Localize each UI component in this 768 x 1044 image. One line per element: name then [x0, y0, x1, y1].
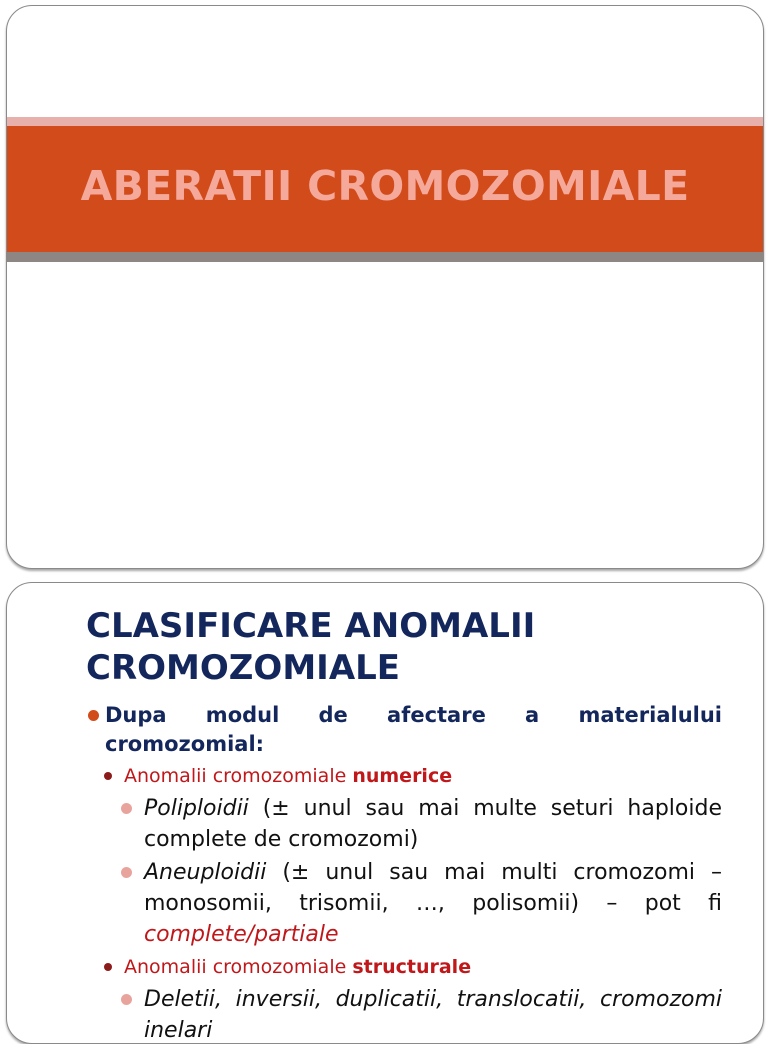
bullet-dot-icon [121, 994, 132, 1005]
term-structurale: Deletii, inversii, duplicatii, translocatii, cromozomi inelari [144, 987, 722, 1043]
bullet-numerice-strong: numerice [352, 765, 453, 787]
list-item-structurale [144, 984, 722, 1044]
bullet-dot-icon [121, 803, 132, 814]
highlight-complete-partiale: complete/partiale [144, 922, 339, 947]
list-item-poliploidii [144, 793, 722, 855]
content-slide [6, 582, 764, 1044]
bullet-structurale-strong: structurale [352, 956, 472, 978]
list-item-aneuploidii [144, 857, 722, 950]
desc-poliploidii: (± unul sau mai multe seturi haploide complete de cromozomi) [144, 796, 722, 852]
bullet-level1-colon: : [255, 732, 265, 756]
bullet-dot-icon [121, 867, 132, 878]
bullet-level1-text: Dupa modul de afectare a materialului cromozomial [105, 703, 722, 756]
term-poliploidii: Poliploidii [144, 796, 249, 821]
slide-heading: CLASIFICARE ANOMALII CROMOZOMIALE [86, 606, 536, 688]
bullet-dot-icon [104, 963, 112, 971]
bullet-dot-icon [104, 772, 112, 780]
slide-title: ABERATII CROMOZOMIALE [80, 162, 690, 210]
bullet-structurale [124, 952, 722, 982]
bullet-structurale-prefix: Anomalii cromozomiale [124, 956, 353, 978]
bullet-dot-icon [88, 710, 99, 721]
slide-body [86, 701, 722, 1044]
title-slide [6, 5, 764, 569]
title-band-bottom-stripe [7, 252, 763, 262]
term-aneuploidii: Aneuploidii [144, 860, 267, 885]
bullet-level1 [86, 701, 722, 759]
desc-aneuploidii: (± unul sau mai multi cromozomi – monosomii, trisomii, …, polisomii) – pot fi [144, 860, 722, 916]
bullet-numerice [124, 761, 722, 791]
title-band-top-stripe [7, 117, 763, 126]
bullet-numerice-prefix: Anomalii cromozomiale [124, 765, 353, 787]
